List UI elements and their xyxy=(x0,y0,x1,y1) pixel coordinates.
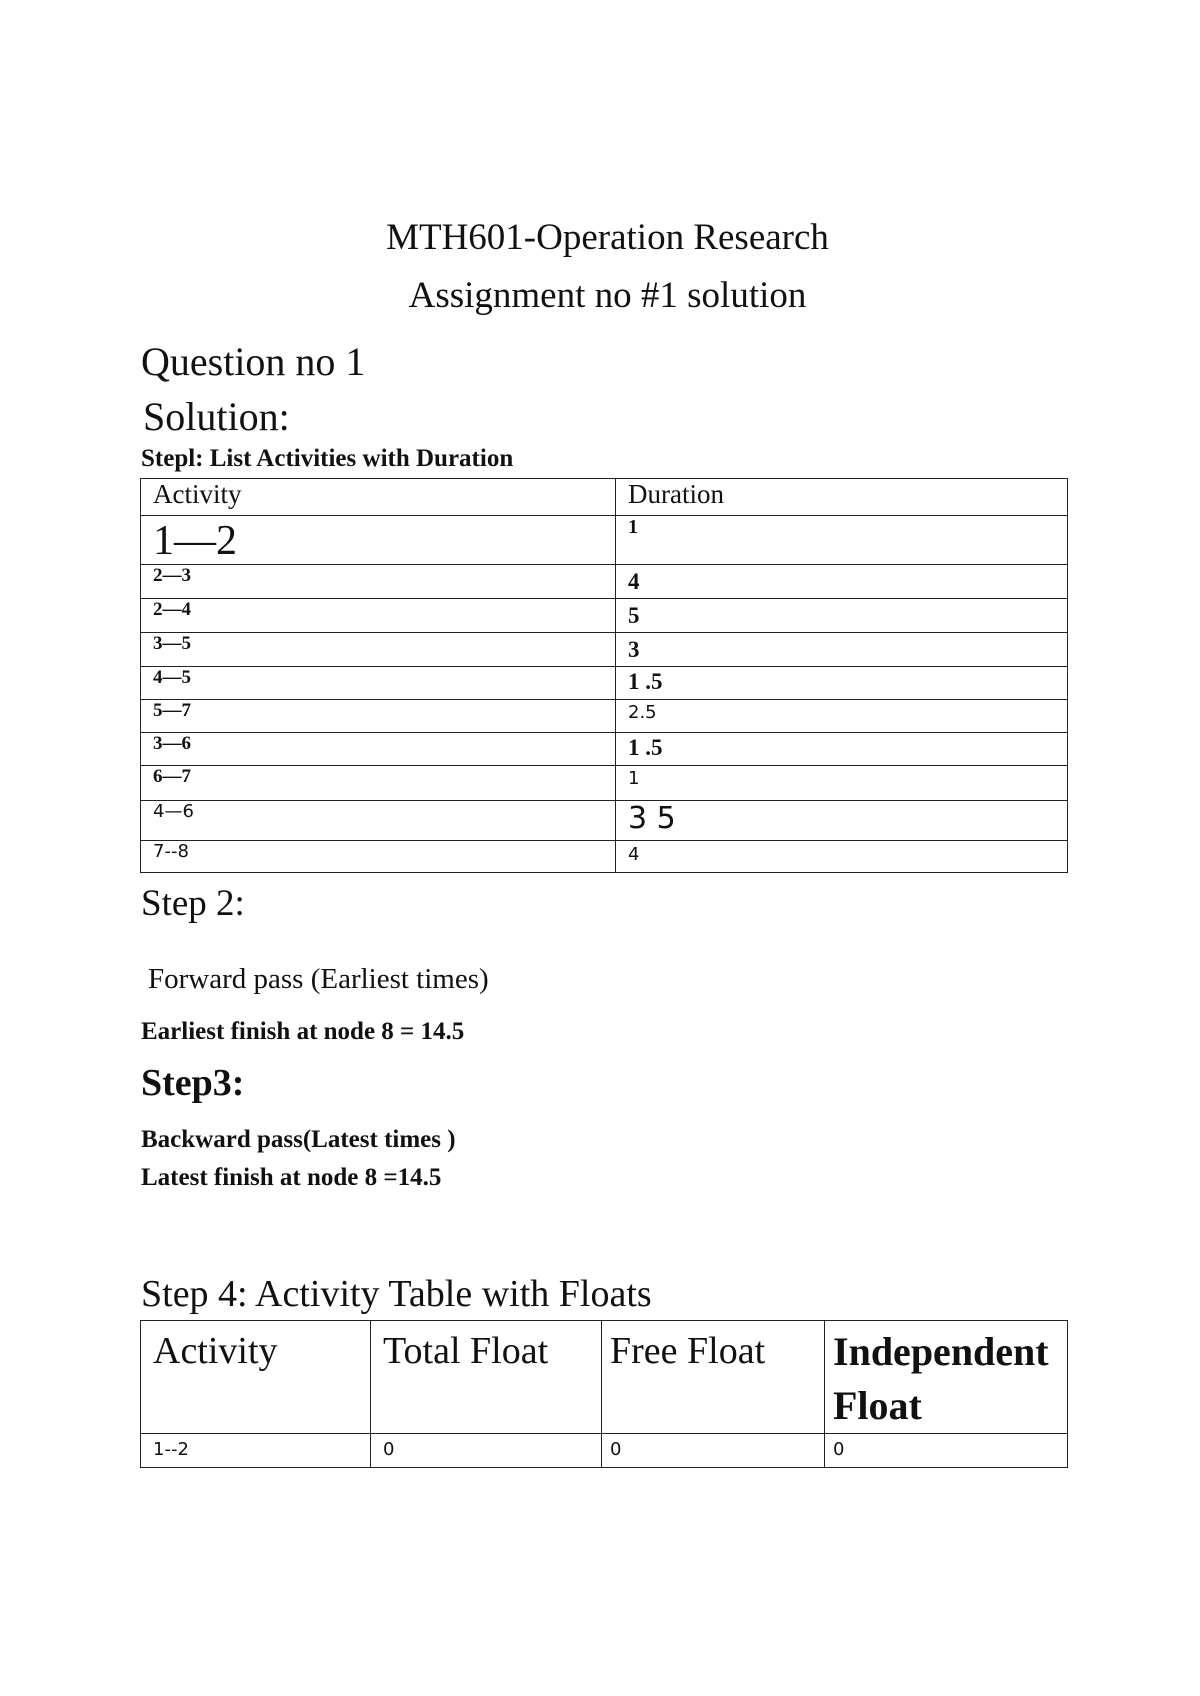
duration-cell: 1 xyxy=(616,766,1068,801)
activity-duration-table xyxy=(140,478,1068,873)
activity-cell: 3—6 xyxy=(141,733,616,766)
duration-cell: 2.5 xyxy=(616,700,1068,733)
step2-heading: Step 2: xyxy=(141,883,245,924)
table-row xyxy=(141,801,1068,841)
float-table xyxy=(140,1320,1068,1468)
header-cell-duration: Duration xyxy=(616,479,1068,516)
activity-cell: 1—2 xyxy=(141,516,616,565)
step3-heading: Step3: xyxy=(141,1062,245,1104)
earliest-finish-result: Earliest finish at node 8 = 14.5 xyxy=(141,1018,465,1045)
table-row xyxy=(141,516,1068,565)
independent-float-cell: 0 xyxy=(825,1434,1068,1468)
table-row xyxy=(141,633,1068,667)
activity-cell: 6—7 xyxy=(141,766,616,801)
table-header-row xyxy=(141,1321,1068,1434)
assignment-title: Assignment no #1 solution xyxy=(408,275,807,316)
duration-cell: 4 xyxy=(616,565,1068,599)
activity-cell: 2—4 xyxy=(141,599,616,633)
table-row xyxy=(141,766,1068,801)
activity-cell: 7--8 xyxy=(141,841,616,873)
header-cell-total-float: Total Float xyxy=(371,1321,602,1434)
header-cell-independent-float: Independent Float xyxy=(825,1321,1068,1434)
total-float-cell: 0 xyxy=(371,1434,602,1468)
duration-cell: 1 .5 xyxy=(616,733,1068,766)
duration-cell: 3 5 xyxy=(616,801,1068,841)
course-title: MTH601-Operation Research xyxy=(386,217,829,258)
activity-cell: 4—5 xyxy=(141,667,616,700)
table-row xyxy=(141,841,1068,873)
step4-heading: Step 4: Activity Table with Floats xyxy=(141,1273,652,1315)
table-row xyxy=(141,599,1068,633)
activity-cell: 4—6 xyxy=(141,801,616,841)
header-cell-activity: Activity xyxy=(141,479,616,516)
step1-heading: Stepl: List Activities with Duration xyxy=(141,445,514,472)
question-heading: Question no 1 xyxy=(141,339,366,384)
table-header-row xyxy=(141,479,1068,516)
duration-cell: 5 xyxy=(616,599,1068,633)
activity-cell: 3—5 xyxy=(141,633,616,667)
duration-cell: 3 xyxy=(616,633,1068,667)
duration-cell: 1 xyxy=(616,516,1068,565)
table-row xyxy=(141,1434,1068,1468)
table-row xyxy=(141,700,1068,733)
duration-cell: 1 .5 xyxy=(616,667,1068,700)
table-row xyxy=(141,733,1068,766)
backward-pass-label: Backward pass(Latest times ) xyxy=(141,1126,456,1153)
header-cell-free-float: Free Float xyxy=(602,1321,825,1434)
free-float-cell: 0 xyxy=(602,1434,825,1468)
latest-finish-result: Latest finish at node 8 =14.5 xyxy=(141,1164,442,1191)
table-row xyxy=(141,667,1068,700)
duration-cell: 4 xyxy=(616,841,1068,873)
table-row xyxy=(141,565,1068,599)
activity-cell: 5—7 xyxy=(141,700,616,733)
activity-cell: 2—3 xyxy=(141,565,616,599)
header-cell-activity: Activity xyxy=(141,1321,371,1434)
solution-heading: Solution: xyxy=(143,394,290,439)
forward-pass-label: Forward pass (Earliest times) xyxy=(148,963,489,995)
activity-cell: 1--2 xyxy=(141,1434,371,1468)
